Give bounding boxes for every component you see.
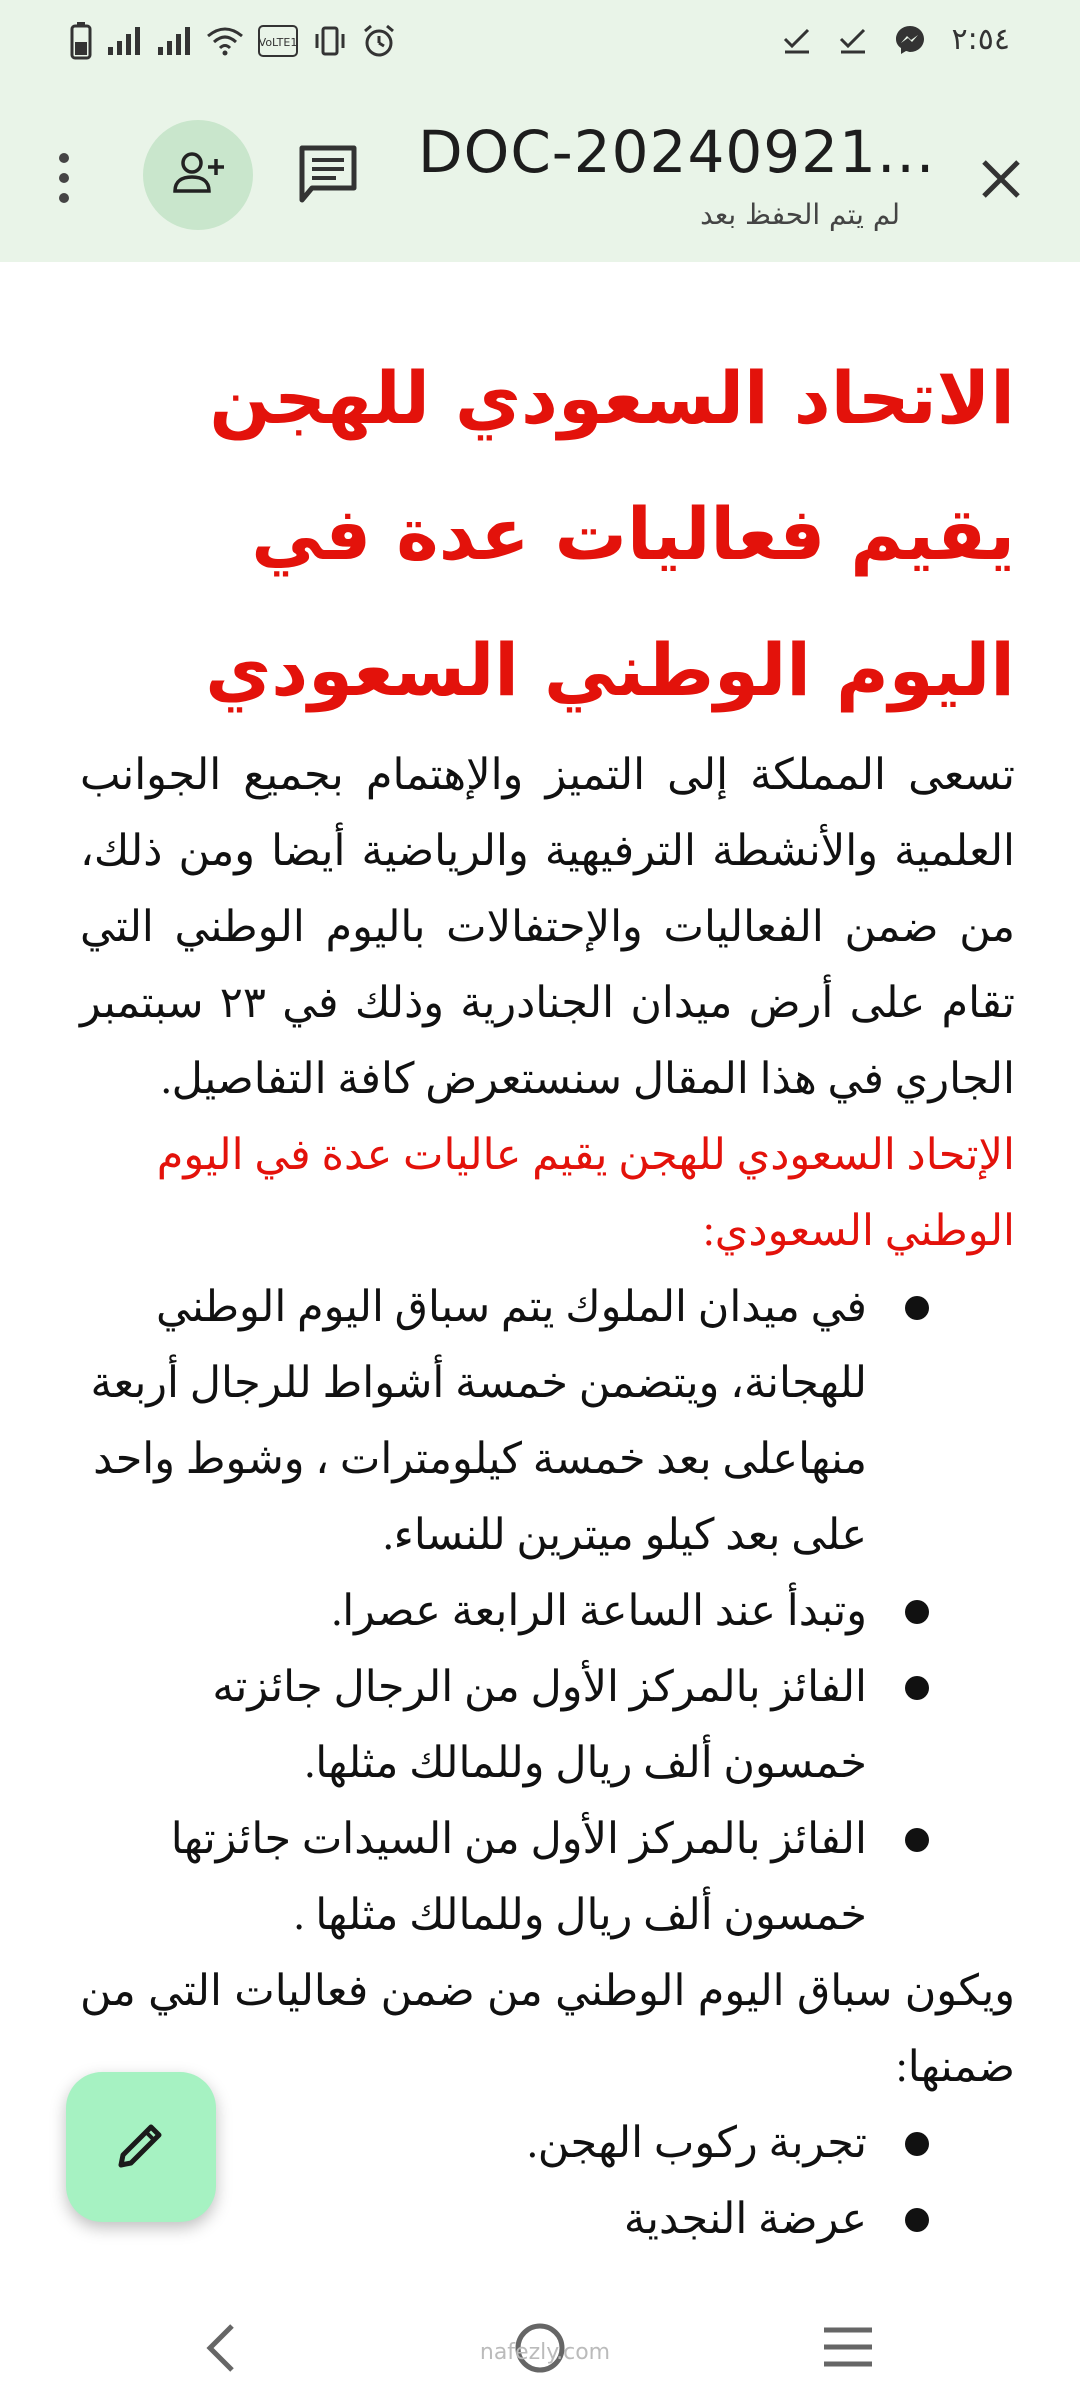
section-heading: الإتحاد السعودي للهجن يقيم عاليات عدة في اليوم الوطني السعودي: — [156, 1132, 1015, 1255]
add-person-icon — [172, 151, 224, 199]
clock-time: ٢:٥٤ — [951, 22, 1010, 57]
volte-icon — [258, 25, 298, 57]
add-person-button[interactable] — [143, 120, 253, 230]
watermark: nafezly.com — [479, 2340, 611, 2365]
check-icon — [782, 25, 812, 55]
status-icons-right — [782, 22, 1010, 57]
document-title: الاتحاد السعودي للهجن يقيم فعاليات عدة في اليوم الوطني السعودي — [205, 356, 1015, 712]
navigation-bar — [0, 2290, 1080, 2408]
bullet-list — [80, 1270, 1015, 1954]
messenger-icon — [894, 24, 926, 56]
list-item: الفائز بالمركز الأول من السيدات جائزتها خمسون ألف ريال وللمالك مثلها . — [80, 1802, 1015, 1954]
list-item: في ميدان الملوك يتم سباق اليوم الوطني للهجانة، ويتضمن خمسة أشواط للرجال أربعة منهاعلى بعد خمسة كيلومترات ، وشوط واحد على بعد كيلو ميترين للنساء. — [80, 1270, 1015, 1574]
edit-button[interactable] — [66, 2072, 216, 2222]
bullet-list-2 — [80, 2106, 1015, 2258]
check-icon — [838, 25, 868, 55]
alarm-icon — [362, 24, 396, 58]
status-icons-left — [70, 22, 396, 60]
back-icon[interactable] — [200, 2320, 240, 2380]
recents-icon[interactable] — [820, 2322, 876, 2376]
volte-label: VoLTE1 — [258, 36, 298, 49]
list-item: الفائز بالمركز الأول من الرجال جائزته خمسون ألف ريال وللمالك مثلها. — [80, 1650, 1015, 1802]
list-item: تجربة ركوب الهجن. — [80, 2106, 1015, 2182]
vibrate-icon — [312, 25, 348, 57]
close-icon[interactable] — [976, 154, 1026, 204]
comment-icon[interactable] — [296, 142, 360, 206]
signal-icon — [106, 25, 142, 57]
document-body[interactable] — [80, 330, 1015, 2258]
list-item: وتبدأ عند الساعة الرابعة عصرا. — [80, 1574, 1015, 1650]
status-bar — [0, 0, 1080, 90]
intro-paragraph: تسعى المملكة إلى التميز والإهتمام بجميع الجوانب العلمية والأنشطة الترفيهية والرياضية أيضا ومن ذلك، من ضمن الفعاليات والإحتفالات باليوم الوطني التي تقام على أرض ميدان الجنادرية وذلك في ٢٣ سبتمبر الجاري في هذا المقال سنستعرض كافة التفاصيل. — [80, 752, 1015, 1103]
second-paragraph: ويكون سباق اليوم الوطني من ضمن فعاليات التي من ضمنها: — [80, 1968, 1015, 2091]
more-vert-icon[interactable] — [44, 148, 84, 208]
edit-icon — [113, 2117, 169, 2177]
wifi-icon — [206, 26, 244, 56]
app-toolbar — [0, 90, 1080, 262]
document-filename: DOC-20240921... — [418, 118, 936, 186]
list-item: عرضة النجدية — [80, 2182, 1015, 2258]
signal-icon — [156, 25, 192, 57]
save-status: لم يتم الحفظ بعد — [700, 198, 900, 231]
battery-icon — [70, 22, 92, 60]
